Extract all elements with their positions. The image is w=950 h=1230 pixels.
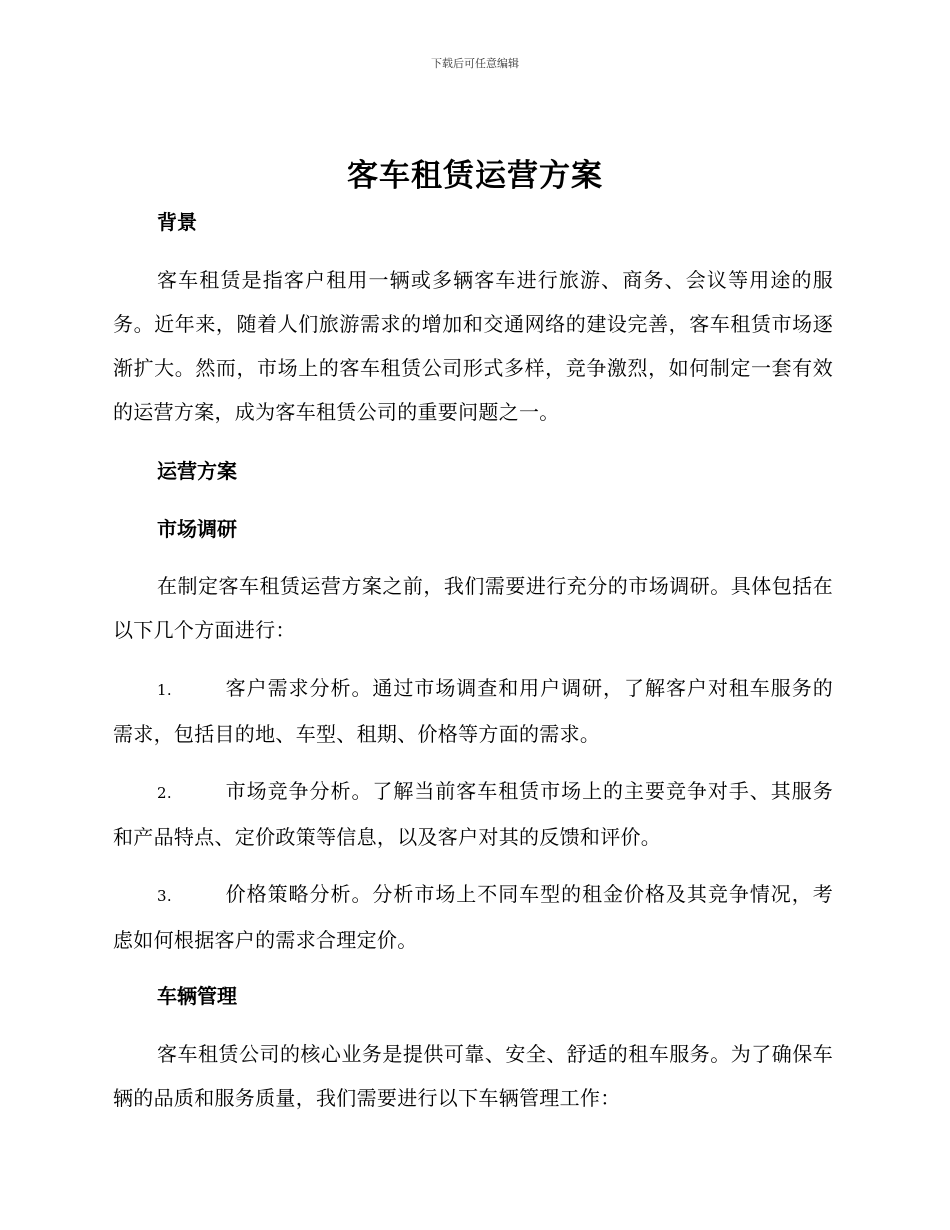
list-item <box>113 769 833 859</box>
section-heading-market-research: 市场调研 <box>157 517 237 541</box>
list-item-text: 价格策略分析。分析市场上不同车型的租金价格及其竞争情况，考虑如何根据客户的需求合理定价。 <box>113 882 833 952</box>
list-item-number: 3. <box>157 887 172 905</box>
paragraph-market-research-intro: 在制定客车租赁运营方案之前，我们需要进行充分的市场调研。具体包括在以下几个方面进行： <box>113 574 833 642</box>
list-item <box>113 872 833 962</box>
paragraph-background: 客车租赁是指客户租用一辆或多辆客车进行旅游、商务、会议等用途的服务。近年来，随着人们旅游需求的增加和交通网络的建设完善，客车租赁市场逐渐扩大。然而，市场上的客车租赁公司形式多样，竞争激烈，如何制定一套有效的运营方案，成为客车租赁公司的重要问题之一。 <box>113 268 833 424</box>
list-item <box>113 666 833 756</box>
section-heading-background: 背景 <box>157 210 197 234</box>
paragraph-vehicle-management-intro: 客车租赁公司的核心业务是提供可靠、安全、舒适的租车服务。为了确保车辆的品质和服务质量，我们需要进行以下车辆管理工作： <box>113 1042 833 1110</box>
section-heading-operation: 运营方案 <box>157 459 237 483</box>
list-item-number: 1. <box>157 681 172 699</box>
list-item-text: 市场竞争分析。了解当前客车租赁市场上的主要竞争对手、其服务和产品特点、定价政策等信息，以及客户对其的反馈和评价。 <box>113 779 833 849</box>
document-title: 客车租赁运营方案 <box>347 158 603 194</box>
list-item-text: 客户需求分析。通过市场调查和用户调研，了解客户对租车服务的需求，包括目的地、车型、租期、价格等方面的需求。 <box>113 676 833 746</box>
list-item-number: 2. <box>157 784 172 802</box>
watermark-header: 下载后可任意编辑 <box>431 57 519 70</box>
section-heading-vehicle-management: 车辆管理 <box>157 984 237 1008</box>
